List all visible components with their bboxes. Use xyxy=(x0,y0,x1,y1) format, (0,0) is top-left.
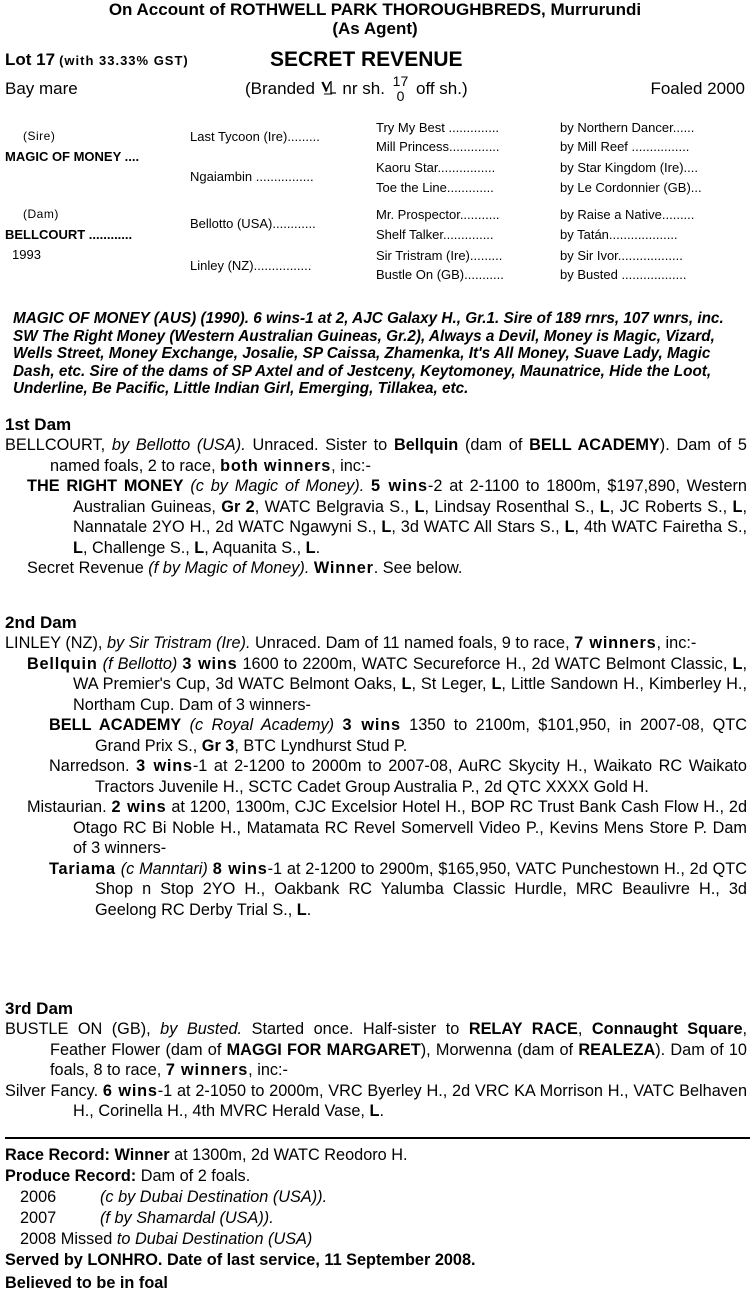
produce-record: Produce Record: Dam of 2 foals. xyxy=(5,1167,251,1185)
section-divider xyxy=(5,1137,750,1139)
horse-name: SECRET REVENUE xyxy=(270,48,463,71)
sire-label: (Sire) xyxy=(23,129,56,143)
grandsire-4: Linley (NZ)................ xyxy=(190,258,312,273)
first-dam-section xyxy=(5,415,747,579)
second-dam-text: LINLEY (NZ), by Sir Tristram (Ire). Unraced. Dam of 11 named foals, 9 to race, 7 winners, inc:- xyxy=(5,634,697,652)
race-record: Race Record: Winner at 1300m, 2d WATC Reodoro H. xyxy=(5,1146,408,1164)
third-dam-text: BUSTLE ON (GB), by Busted. Started once. Half-sister to RELAY RACE, Connaught Square, Feather Flower (dam of MAGGI FOR MARGARET), Morwenna (dam of REALEZA). Dam of 10 foals, 8 to race, 7 winners, inc:- xyxy=(5,1020,748,1079)
brand-number: 17 0 xyxy=(392,73,409,104)
ggg-4: Toe the Line............. xyxy=(376,180,494,195)
progeny-secret-revenue: Secret Revenue (f by Magic of Money). Winner. See below. xyxy=(27,559,463,577)
ggg-6: Shelf Talker.............. xyxy=(376,227,494,242)
foaled-year: Foaled 2000 xyxy=(650,79,745,98)
ggg-2: Mill Princess.............. xyxy=(376,139,500,154)
grandsire-3: Bellotto (USA)............ xyxy=(190,216,316,231)
progeny-narredson: Narredson. 3 wins-1 at 2-1200 to 2000m to 2007-08, AuRC Skycity H., Waikato RC Waikato Tractors Juvenile H., SCTC Cadet Group Australia P., 2d QTC XXXX Gold H. xyxy=(49,757,747,796)
ggg-2-sire: by Mill Reef ................ xyxy=(560,139,690,154)
ggg-8-sire: by Busted .................. xyxy=(560,267,687,282)
ggg-3-sire: by Star Kingdom (Ire).... xyxy=(560,160,698,175)
sire-summary: MAGIC OF MONEY (AUS) (1990). 6 wins-1 at 2, AJC Galaxy H., Gr.1. Sire of 189 rnrs, 107 wnrs, inc. SW The Right Money (Western Australian Guineas, Gr.2), Always a Devil, Money is Magic, Vizard, Wells Street, Money Exchange, Josalie, SP Caissa, Zhamenka, It's All Money, Suave Lady, Magic Dash, etc. Sire of the dams of SP Axtel and of Jestceny, Keytomoney, Maunatrice, Hide the Loot, Underline, Be Pacific, Little Indian Girl, Emerging, Tillakea, etc. xyxy=(13,310,724,398)
vendor-header xyxy=(5,0,745,38)
foal-status: Believed to be in foal xyxy=(5,1274,168,1292)
ggg-8: Bustle On (GB)........... xyxy=(376,267,504,282)
ggg-3: Kaoru Star................ xyxy=(376,160,496,175)
brand-mark-icon xyxy=(320,79,338,99)
second-dam-heading: 2nd Dam xyxy=(5,613,77,632)
horse-description: Bay mare xyxy=(5,79,78,98)
ggg-1-sire: by Northern Dancer...... xyxy=(560,120,695,135)
foal-2007: 2007 (f by Shamardal (USA)). xyxy=(20,1209,274,1227)
lot-gst: (with 33.33% GST) xyxy=(59,53,189,68)
records-section xyxy=(5,1145,747,1294)
ggg-7: Sir Tristram (Ire)......... xyxy=(376,248,503,263)
brand-info: (Branded nr sh. 17 0 off sh.) xyxy=(245,73,468,104)
ggg-5: Mr. Prospector........... xyxy=(376,207,500,222)
progeny-bellquin: Bellquin (f Bellotto) 3 wins 1600 to 2200m, WATC Secureforce H., 2d WATC Belmont Classic, L, WA Premier's Cup, 3d WATC Belmont Oaks, L, St Leger, L, Little Sandown H., Kimberley H., Northam Cup. Dam of 3 winners- xyxy=(27,654,747,714)
dam-label: (Dam) xyxy=(23,207,59,221)
missed-2008: 2008 Missed to Dubai Destination (USA) xyxy=(20,1230,313,1248)
progeny-tariama: Tariama (c Manntari) 8 wins-1 at 2-1200 to 2900m, $165,950, VATC Punchestown H., 2d QTC Shop n Stop 2YO H., Oakbank RC Yalumba Classic Hurdle, MRC Beaulivre H., 3d Geelong RC Derby Trial S., L. xyxy=(49,859,747,919)
ggg-1: Try My Best .............. xyxy=(376,120,500,135)
lot-line xyxy=(5,48,745,74)
agent-line: (As Agent) xyxy=(332,19,418,38)
ggg-4-sire: by Le Cordonnier (GB)... xyxy=(560,180,702,195)
progeny-the-right-money: THE RIGHT MONEY (c by Magic of Money). 5 wins-2 at 2-1100 to 1800m, $197,890, Western Australian Guineas, Gr 2, WATC Belgravia S., L, Lindsay Rosenthal S., L, JC Roberts S., L, Nannatale 2YO H., 2d WATC Ngawyni S., L, 3d WATC All Stars S., L, 4th WATC Fairetha S., L, Challenge S., L, Aquanita S., L. xyxy=(27,477,747,557)
pedigree-table xyxy=(5,118,745,288)
ggg-5-sire: by Raise a Native......... xyxy=(560,207,695,222)
grandsire-2: Ngaiambin ................ xyxy=(190,169,314,184)
first-dam-text: BELLCOURT, by Bellotto (USA). Unraced. Sister to Bellquin (dam of BELL ACADEMY). Dam of 5 named foals, 2 to race, both winners, inc:- xyxy=(5,436,747,475)
second-dam-section xyxy=(5,613,747,920)
ggg-7-sire: by Sir Ivor.................. xyxy=(560,248,683,263)
progeny-mistaurian: Mistaurian. 2 wins at 1200, 1300m, CJC Excelsior Hotel H., BOP RC Trust Bank Cash Flow H., 2d Otago RC Bi Noble H., Matamata RC Revel Somervell Video P., Kevins Mens Store P. Dam of 3 winners- xyxy=(27,798,747,857)
grandsire-1: Last Tycoon (Ire)......... xyxy=(190,129,320,144)
service-info: Served by LONHRO. Date of last service, 11 September 2008. xyxy=(5,1251,476,1269)
progeny-silver-fancy: Silver Fancy. 6 wins-1 at 2-1050 to 2000m, VRC Byerley H., 2d VRC KA Morrison H., VATC Belhaven H., Corinella H., 4th MVRC Herald Vase, L. xyxy=(5,1081,748,1120)
third-dam-heading: 3rd Dam xyxy=(5,999,74,1018)
sire-name: MAGIC OF MONEY .... xyxy=(5,149,140,164)
progeny-bell-academy: BELL ACADEMY (c Royal Academy) 3 wins 1350 to 2100m, $101,950, in 2007-08, QTC Grand Prix S., Gr 3, BTC Lyndhurst Stud P. xyxy=(49,716,747,755)
lot-number: Lot 17 (with 33.33% GST) xyxy=(5,50,189,69)
first-dam-heading: 1st Dam xyxy=(5,415,72,434)
foal-2006: 2006 (c by Dubai Destination (USA)). xyxy=(20,1188,328,1206)
vendor-line: On Account of ROTHWELL PARK THOROUGHBREDS, Murrurundi xyxy=(108,0,642,19)
dam-name: BELLCOURT ............ xyxy=(5,227,133,242)
third-dam-section xyxy=(5,999,747,1122)
horse-details xyxy=(5,74,745,108)
dam-year: 1993 xyxy=(12,247,41,262)
ggg-6-sire: by Tatán................... xyxy=(560,227,678,242)
